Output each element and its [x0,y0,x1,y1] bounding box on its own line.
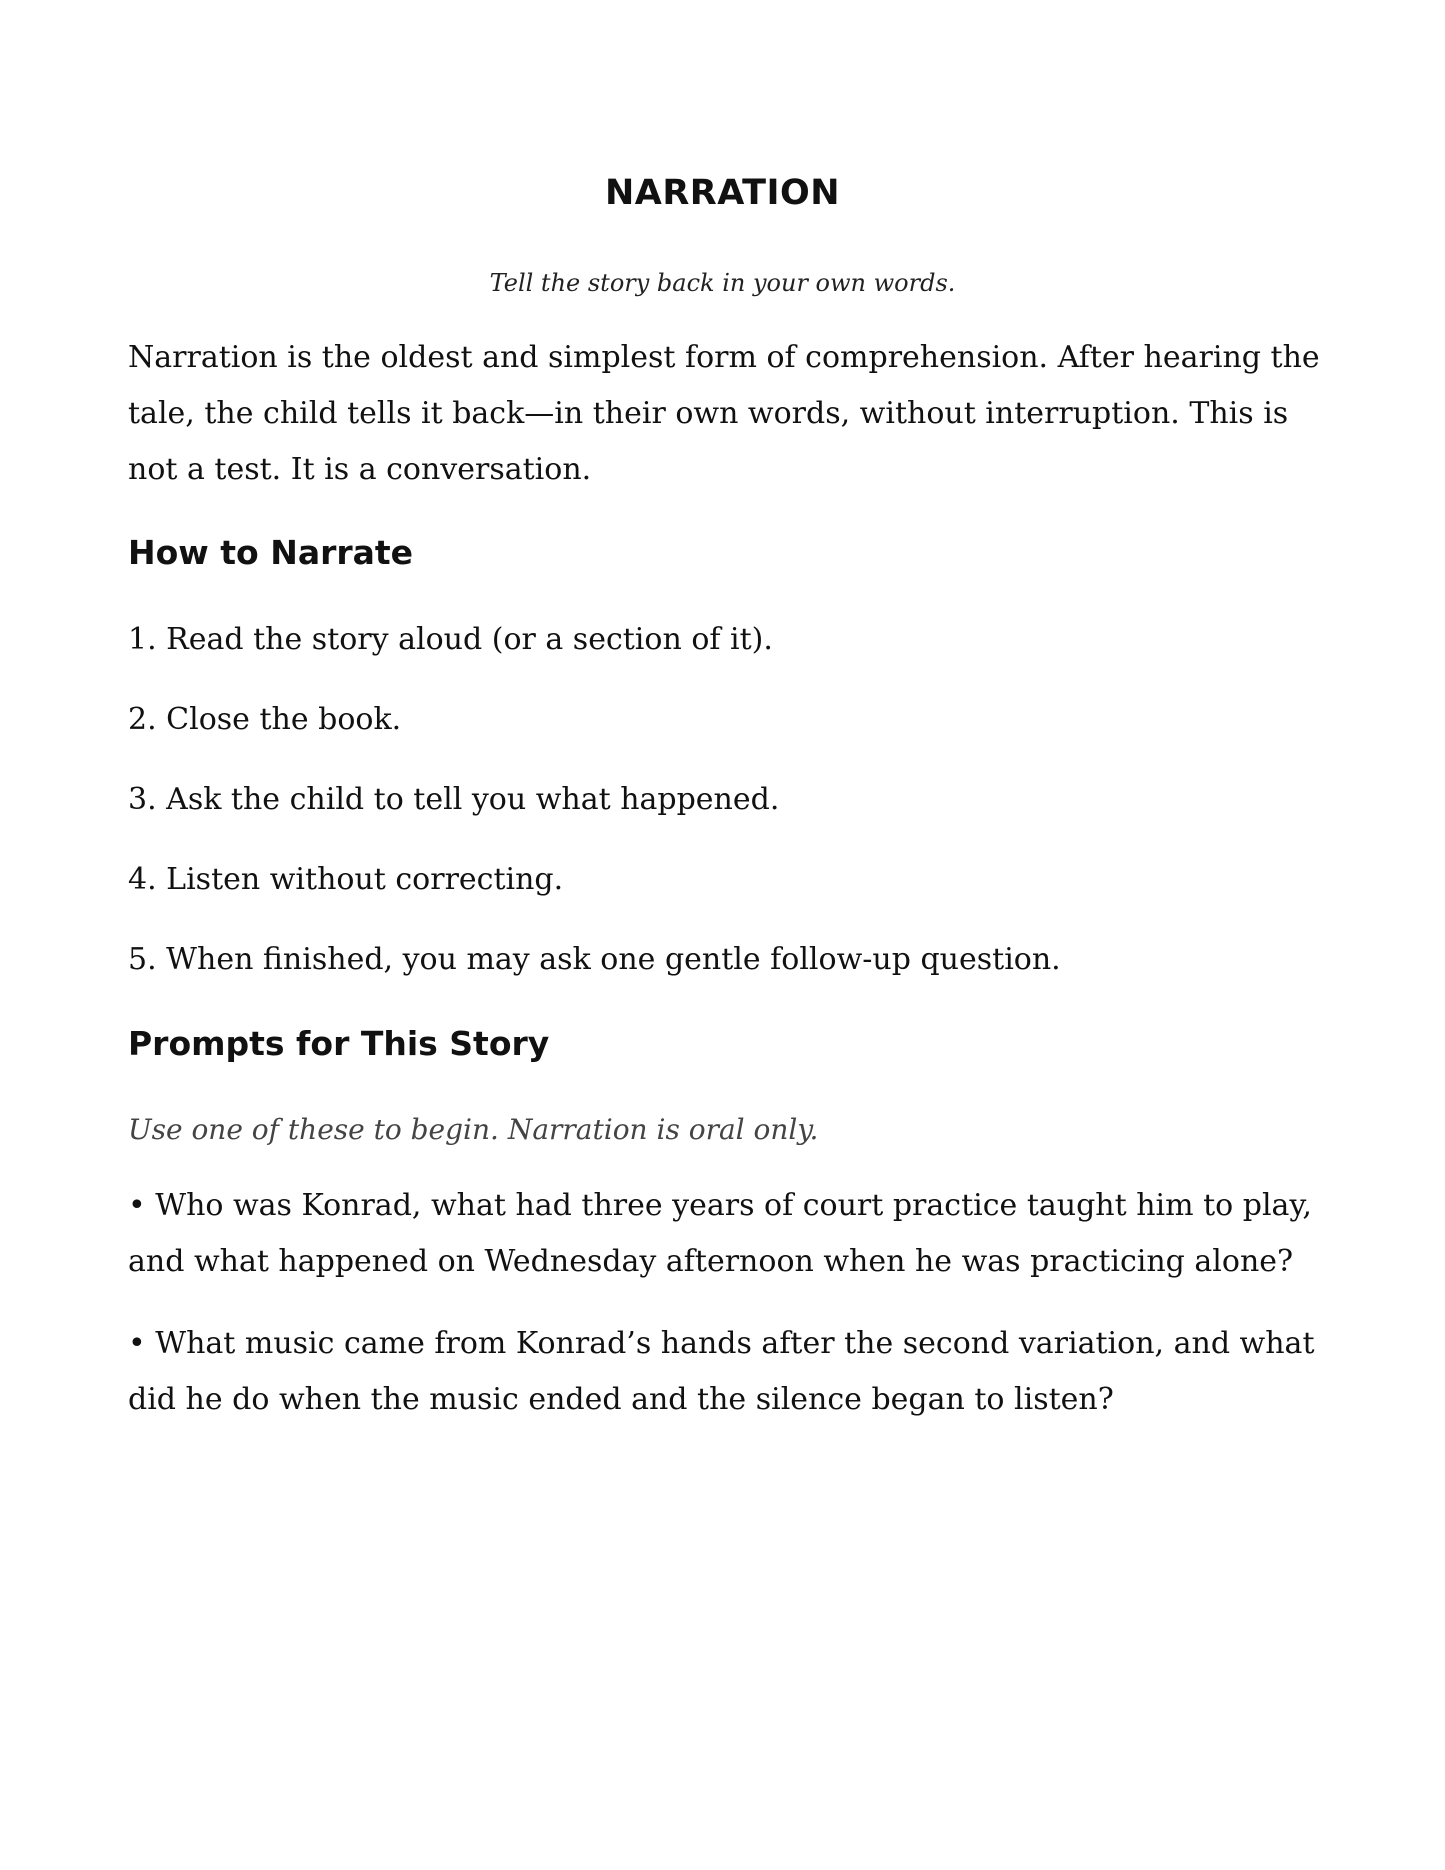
intro-paragraph: Narration is the oldest and simplest form of comprehension. After hearing the tale, the child tells it back—in their own words, without interruption. This is not a test. It is a conversation. [128,340,1320,487]
step-item: 3. Ask the child to tell you what happened. [128,782,780,817]
how-to-narrate-heading: How to Narrate [128,533,414,572]
prompt-item: • Who was Konrad, what had three years of court practice taught him to play, and what happened on Wednesday afternoon when he was practicing alone? [128,1188,1312,1279]
step-item: 2. Close the book. [128,702,402,737]
page-subtitle: Tell the story back in your own words. [489,269,956,297]
step-item: 1. Read the story aloud (or a section of it). [128,622,773,657]
page-title: NARRATION [604,173,841,213]
prompts-heading: Prompts for This Story [128,1024,550,1063]
prompt-item: • What music came from Konrad’s hands after the second variation, and what did he do when the music ended and the silence began to listen? [128,1326,1315,1417]
step-item: 4. Listen without correcting. [128,862,564,897]
prompts-note: Use one of these to begin. Narration is oral only. [128,1113,819,1146]
step-item: 5. When finished, you may ask one gentle follow-up question. [128,942,1061,977]
